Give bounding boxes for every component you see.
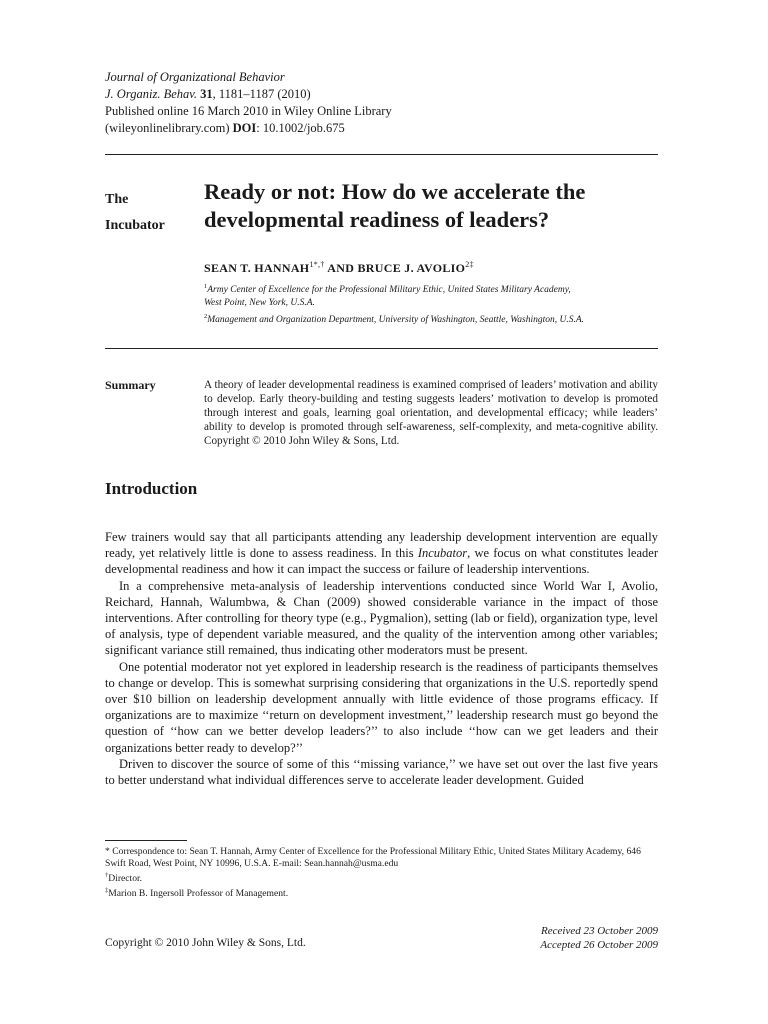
paragraph-4: Driven to discover the source of some of this ‘‘missing variance,’’ we have set out over the last five years to better understand what individual differences serve to accelerate leader development. Guided [105,756,658,788]
journal-doi-line [105,120,665,137]
footnote-divider [105,840,187,841]
received-dates [420,924,658,952]
journal-pages-year: , 1181–1187 (2010) [212,87,311,101]
section-label-line2: Incubator [105,218,165,233]
journal-published: Published online 16 March 2010 in Wiley Online Library [105,104,392,118]
affiliation-2-num: 2 [204,313,208,321]
footnote-dagger-text: Director. [108,873,143,885]
affiliation-1-num: 1 [204,283,208,290]
journal-header [105,69,665,137]
introduction-heading: Introduction [105,479,198,498]
affiliation-1-line2: West Point, New York, U.S.A. [204,298,315,309]
paragraph-1-b: , we focus on what constitutes leader developmental readiness and how it can impact the success or failure of leadership interventions. [105,546,658,577]
author-1-marks: 1*,† [309,260,325,269]
doi-value: : 10.1002/job.675 [256,121,345,135]
affiliation-1-line1: Army Center of Excellence for the Professional Military Ethic, United States Military Academy, [207,285,571,296]
doi-label: DOI [232,121,257,135]
paragraph-2: In a comprehensive meta-analysis of leadership interventions conducted since World War I, Avolio, Reichard, Hannah, Walumbwa, & Chan (2009) showed considerable variance in the impact of those interventions. After controlling for theory type (e.g., Pygmalion), setting (lab or field), organization type, level of analysis, type of dependent variable measured, and the quality of the intervention among other variables; significant variance still remained, thus indicating other moderators must be present. [105,578,658,658]
footnote-dagger-mark: † [105,872,109,879]
header-divider [105,154,658,155]
title-line2: developmental readiness of leaders? [204,207,550,232]
introduction-body [105,529,658,788]
footnote-correspondence: * Correspondence to: Sean T. Hannah, Army Center of Excellence for the Professional Military Ethic, United States Military Academy, 646 Swift Road, West Point, NY 10996, U.S.A. E-mail: Sean.hannah@usma.edu [105,846,641,869]
affiliation-2 [204,310,664,327]
author-and: AND [324,261,358,275]
article-title [204,178,674,234]
affiliation-2-line1: Management and Organization Department, University of Washington, Seattle, Washington, U.S.A. [207,315,585,326]
footnote-ddagger-text: Marion B. Ingersoll Professor of Management. [108,888,289,900]
footnote-dagger [105,870,660,885]
author-1: SEAN T. HANNAH [204,261,310,275]
journal-volume: 31 [200,87,213,101]
section-label-line1: The [105,192,129,207]
footnote-ddagger [105,885,660,900]
received-date: Received 23 October 2009 [541,925,658,937]
summary-text: A theory of leader developmental readiness is examined comprised of leaders’ motivation and ability to develop. Early theory-building and testing suggests leaders’ motivation to develop is promoted through interest and goals, learning goal orientation, and developmental efficacy; while leaders’ ability to develop is promoted through self-awareness, self-complexity, and meta-cognitive ability. Copyright © 2010 John Wiley & Sons, Ltd. [204,379,658,447]
author-2-marks: 2‡ [465,260,474,269]
journal-abbrev: J. Organiz. Behav. [105,87,197,101]
journal-citation [105,86,665,103]
summary-label: Summary [105,378,156,392]
journal-site: (wileyonlinelibrary.com) [105,121,230,135]
journal-name: Journal of Organizational Behavior [105,70,285,84]
title-line1: Ready or not: How do we accelerate the [204,179,586,204]
author-list [204,260,664,276]
author-2: BRUCE J. AVOLIO [357,261,466,275]
affiliation-1 [204,280,664,297]
affiliations [204,280,664,327]
section-label [105,187,185,239]
paragraph-1-italic: Incubator [417,546,468,561]
paragraph-1-a: Few trainers would say that all participants attending any leadership development intervention are equally ready, yet relatively little is done to assess readiness. In this [105,530,658,561]
footnotes [105,846,660,900]
paragraph-3: One potential moderator not yet explored in leadership research is the readiness of participants themselves to change or develop. This is somewhat surprising considering that organizations in the U.S. reportedly spend over $10 billion on leadership development annually with little evidence of those programs efficacy. If organizations are to maximize ‘‘return on development investment,’’ leadership research must go beyond the question of ‘‘how can we better develop leaders?’’ to also include ‘‘how can we get leaders and their organizations better ready to develop?’’ [105,659,658,755]
footer-copyright: Copyright © 2010 John Wiley & Sons, Ltd. [105,937,306,949]
paragraph-1 [105,529,658,578]
footnote-ddagger-mark: ‡ [105,887,109,895]
accepted-date: Accepted 26 October 2009 [540,939,658,951]
title-block-divider [105,348,658,349]
